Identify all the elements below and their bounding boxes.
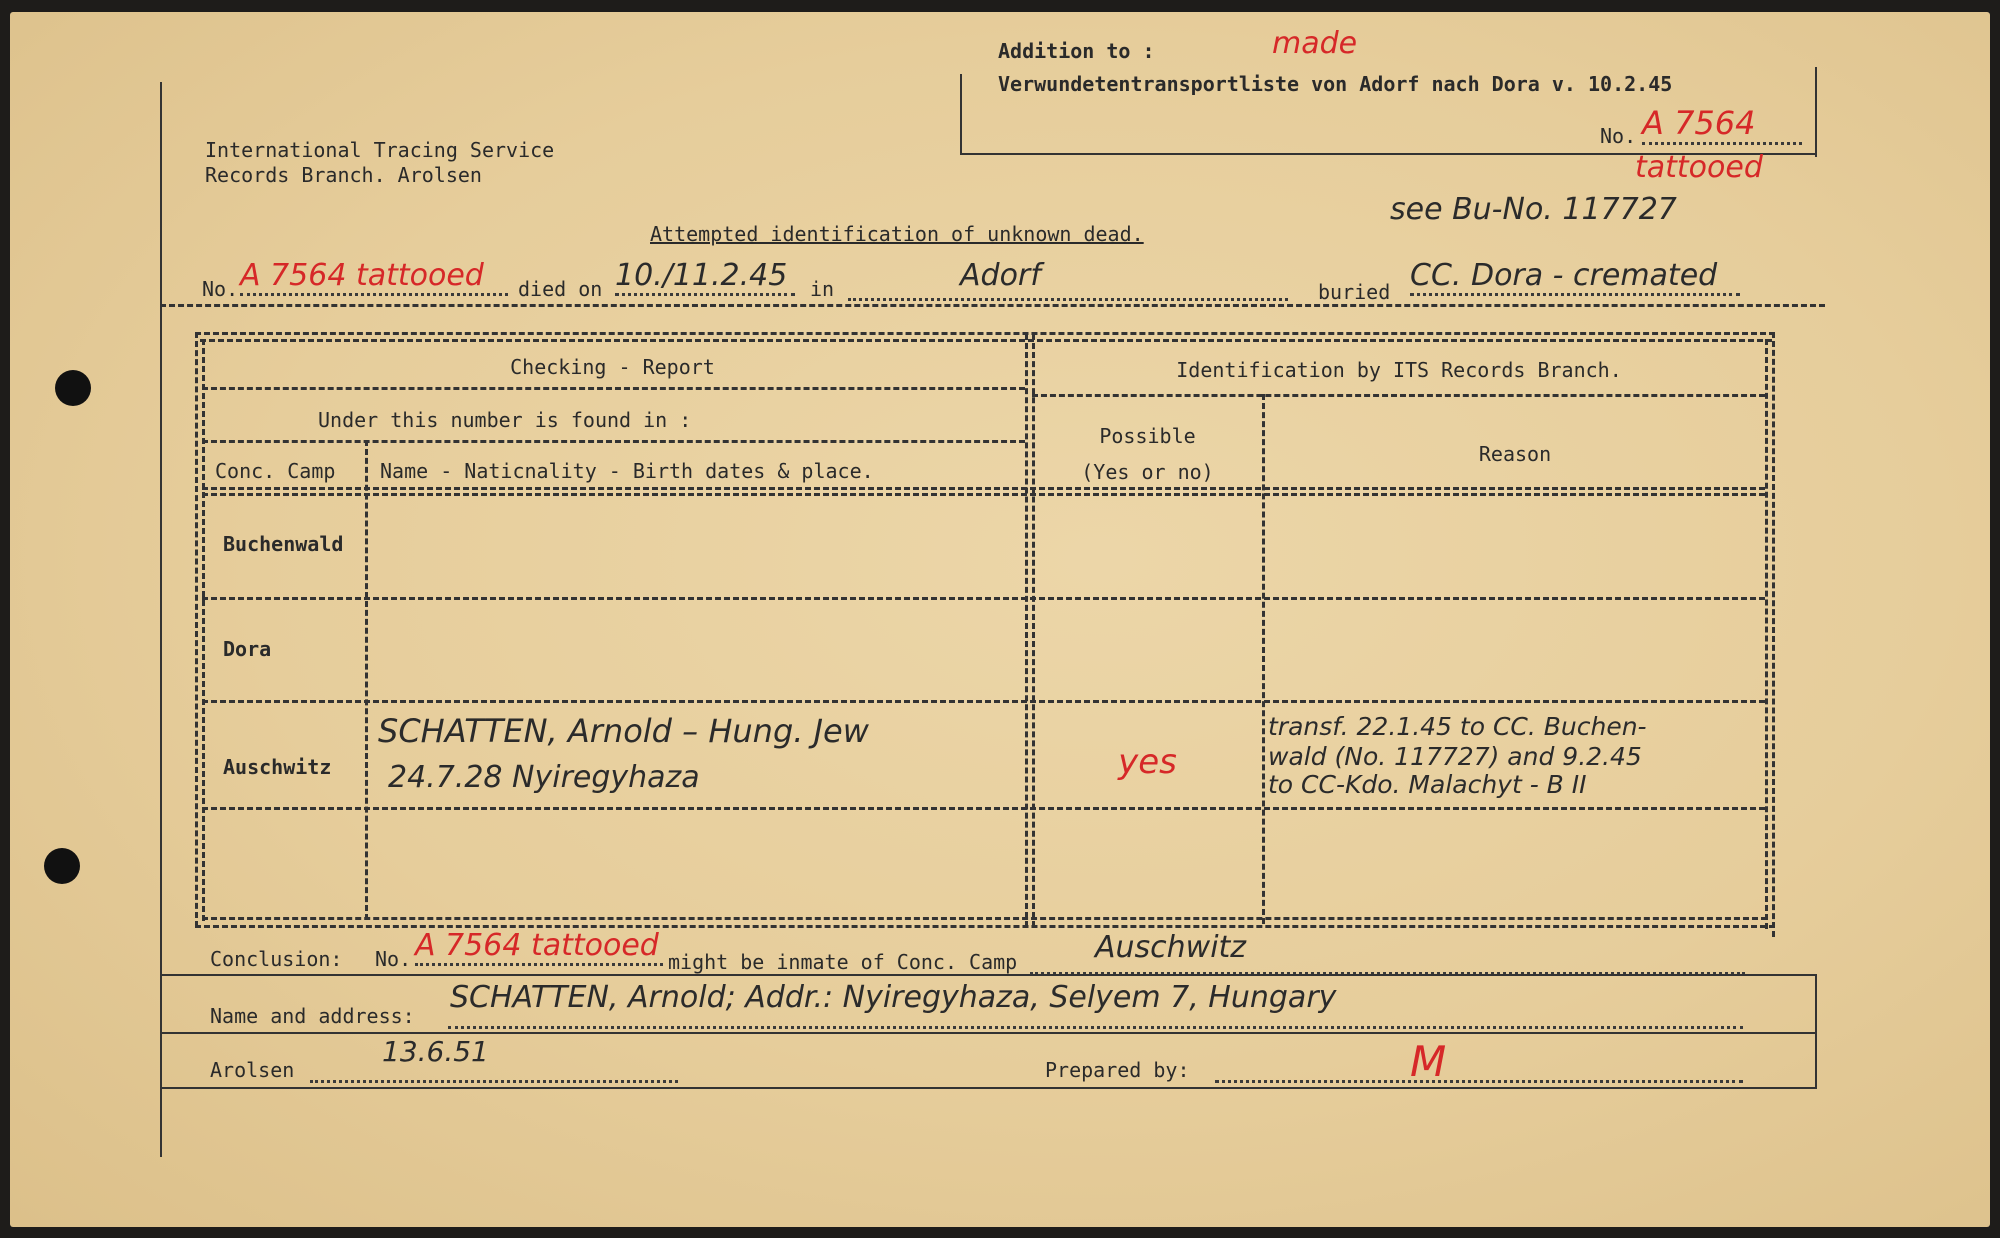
column-possible-header-1: Possible — [1099, 424, 1196, 448]
row-possible-yes: yes — [1118, 742, 1177, 782]
table-right-border — [1772, 332, 1775, 937]
row-reason-line-1: transf. 22.1.45 to CC. Buchen- — [1268, 712, 1647, 741]
prepared-initial: M — [1410, 1037, 1447, 1086]
name-address-rule — [160, 1032, 1815, 1034]
conclusion-label: Conclusion: — [210, 947, 343, 971]
see-reference: see Bu-No. 117727 — [1390, 192, 1677, 227]
in-label: in — [810, 277, 835, 301]
sub-header: Under this number is found in : — [318, 408, 692, 432]
column-camp-header: Conc. Camp — [215, 459, 336, 483]
row-separator-3 — [202, 807, 1765, 810]
table-left-border-inner — [202, 339, 205, 921]
addition-mark: made — [1272, 26, 1358, 61]
table-top-border — [195, 332, 1775, 335]
name-address-label: Name and address: — [210, 1004, 415, 1028]
table-divider-main — [1025, 334, 1028, 927]
camp-name-divider — [365, 440, 368, 920]
document-title: Attempted identification of unknown dead. — [650, 222, 1144, 246]
org-line-1: International Tracing Service — [205, 138, 555, 162]
died-value: 10./11.2.45 — [615, 258, 795, 296]
footer-rule — [160, 1087, 1815, 1089]
right-header: Identification by ITS Records Branch. — [1176, 358, 1622, 382]
addition-label: Addition to : — [998, 39, 1155, 63]
table-right-border-inner — [1765, 339, 1768, 929]
table-left-border — [195, 332, 198, 927]
possible-reason-divider — [1262, 394, 1265, 924]
record-underline — [160, 304, 1825, 307]
date-dots — [310, 1060, 678, 1083]
died-label: died on — [518, 277, 603, 301]
right-box-line — [1815, 974, 1817, 1089]
org-line-2: Records Branch. Arolsen — [205, 163, 482, 187]
header-separator-left — [202, 387, 1025, 390]
date-value: 13.6.51 — [382, 1035, 489, 1068]
conclusion-mid-text: might be inmate of Conc. Camp — [668, 950, 1018, 974]
table-top-border-inner — [200, 339, 1772, 342]
left-header: Checking - Report — [510, 355, 715, 379]
row-reason-line-3: to CC-Kdo. Malachyt - B II — [1268, 770, 1587, 799]
name-address-value: SCHATTEN, Arnold; Addr.: Nyiregyhaza, Selyem 7, Hungary — [450, 980, 1337, 1015]
row-separator-2 — [202, 700, 1765, 703]
conclusion-no-label: No. — [375, 947, 412, 971]
column-reason-header: Reason — [1478, 442, 1552, 466]
header-no-note: tattooed — [1635, 150, 1763, 185]
prepared-dots — [1215, 1060, 1743, 1083]
punch-hole-top — [55, 370, 91, 406]
buried-label: buried — [1318, 280, 1391, 304]
place-label: Arolsen — [210, 1058, 295, 1082]
punch-hole-bottom — [44, 848, 80, 884]
row-name-line-1: SCHATTEN, Arnold – Hung. Jew — [378, 712, 869, 750]
left-margin-line — [160, 82, 162, 1157]
addition-box-right — [1815, 67, 1817, 157]
table-divider-main-2 — [1032, 334, 1035, 927]
column-header-separator-2 — [202, 493, 1765, 496]
header-no-value: A 7564 — [1642, 104, 1802, 145]
column-possible-header-2: (Yes or no) — [1081, 460, 1214, 484]
buried-value: CC. Dora - cremated — [1410, 258, 1740, 296]
record-no-label: No. — [202, 277, 239, 301]
document-card — [10, 12, 1990, 1227]
conclusion-no-value: A 7564 tattooed — [415, 928, 663, 966]
record-no-value: A 7564 tattooed — [240, 258, 508, 296]
prepared-label: Prepared by: — [1045, 1058, 1190, 1082]
sub-header-separator — [202, 440, 1025, 443]
row-camp-buchenwald: Buchenwald — [223, 532, 344, 556]
conclusion-rule — [160, 974, 1815, 976]
table-bottom-border-inner — [202, 917, 1767, 920]
in-value: Adorf — [960, 258, 1041, 293]
header-no-label: No. — [1600, 124, 1637, 148]
column-name-header: Name - Naticnality - Birth dates & place. — [380, 459, 874, 483]
addition-box-left — [960, 74, 962, 154]
row-reason-line-2: wald (No. 117727) and 9.2.45 — [1268, 742, 1642, 771]
in-dots — [848, 278, 1288, 301]
header-separator-right — [1032, 394, 1765, 397]
row-camp-dora: Dora — [223, 637, 272, 661]
row-camp-auschwitz: Auschwitz — [223, 755, 332, 779]
row-separator-1 — [202, 597, 1765, 600]
column-header-separator — [202, 487, 1765, 490]
conclusion-camp-value: Auschwitz — [1095, 930, 1247, 965]
row-name-line-2: 24.7.28 Nyiregyhaza — [388, 760, 700, 795]
list-title: Verwundetentransportliste von Adorf nach Dora v. 10.2.45 — [998, 72, 1673, 96]
